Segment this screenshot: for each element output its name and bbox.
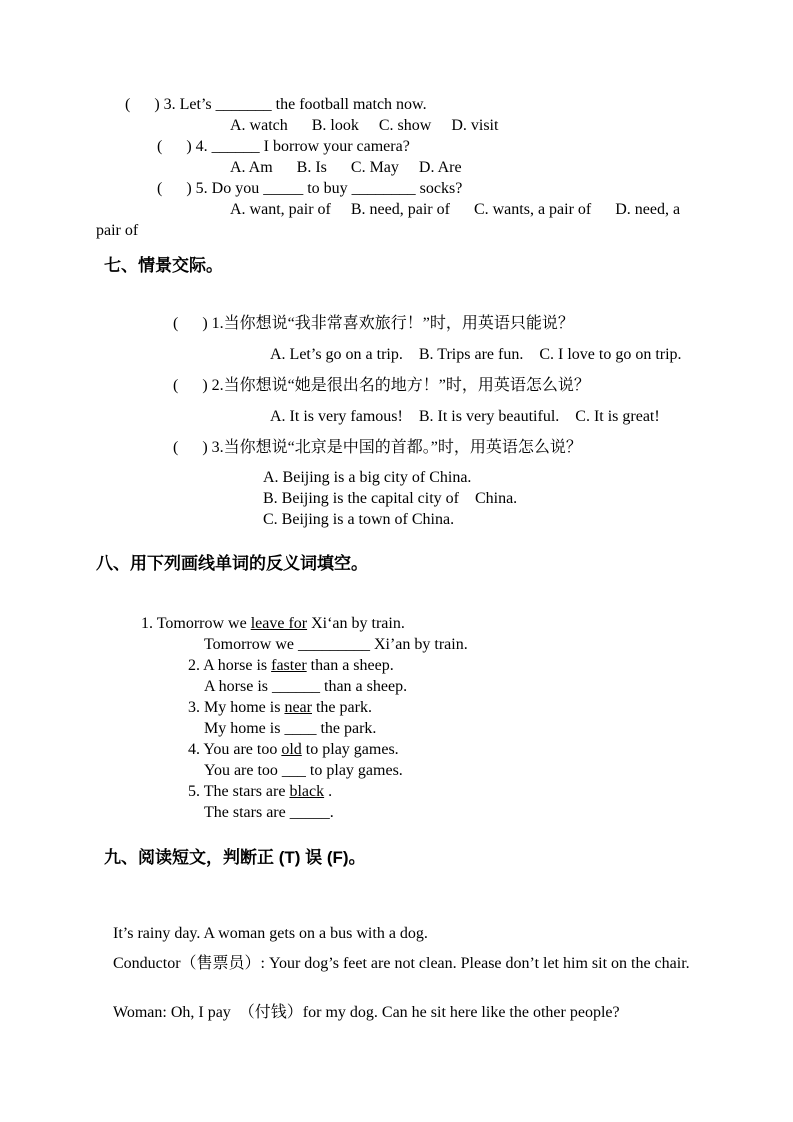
s8-item-1-answer-line: Tomorrow we _________ Xi’an by train. (204, 636, 468, 653)
s7-question-2-options: A. It is very famous! B. It is very beautiful. C. It is great! (270, 408, 660, 425)
mc-question-5-options-overflow: pair of (96, 222, 139, 239)
s8-item-4-answer-line: You are too ___ to play games. (204, 762, 403, 779)
s9-passage-line-2: Conductor（售票员）: Your dog’s feet are not clean. Please don’t let him sit on the chair. (113, 955, 690, 972)
mc-question-4-stem: ( ) 4. ______ I borrow your camera? (157, 138, 410, 155)
text-segment: . (324, 783, 333, 800)
text-segment: 2. A horse is (188, 657, 272, 674)
mc-question-3-stem: ( ) 3. Let’s _______ the football match now. (125, 96, 427, 113)
s8-item-5-sentence (188, 781, 793, 802)
s7-question-3-stem: ( ) 3.当你想说“北京是中国的首都。”时，用英语怎么说？ (173, 439, 582, 456)
s8-item-3-sentence (188, 697, 793, 718)
underlined-word: faster (271, 657, 307, 674)
s7-question-3-option-c: C. Beijing is a town of China. (263, 511, 455, 528)
mc-question-5-options: A. want, pair of B. need, pair of C. wants, a pair of D. need, a (230, 201, 681, 218)
section-9-heading: 九、阅读短文，判断正 (T) 误 (F)。 (104, 848, 366, 867)
s7-question-3-option-a: A. Beijing is a big city of China. (263, 469, 472, 486)
text-segment: 3. My home is (188, 699, 285, 716)
text-segment: 5. The stars are (188, 783, 290, 800)
s8-item-1-sentence (141, 613, 793, 634)
section-7-heading: 七、情景交际。 (104, 256, 223, 275)
s7-question-2-stem: ( ) 2.当你想说“她是很出名的地方！”时，用英语怎么说？ (173, 377, 590, 394)
underlined-word: near (284, 699, 312, 716)
text-segment: 1. Tomorrow we (141, 615, 251, 632)
text-segment: than a sheep. (306, 657, 394, 674)
text-segment: the park. (311, 699, 372, 716)
s8-item-3-answer-line: My home is ____ the park. (204, 720, 377, 737)
s7-question-1-options: A. Let’s go on a trip. B. Trips are fun. C. I love to go on trip. (270, 346, 682, 363)
text-segment: to play games. (301, 741, 399, 758)
underlined-word: black (289, 783, 325, 800)
section-8-heading: 八、用下列画线单词的反义词填空。 (96, 554, 368, 573)
mc-question-5-stem: ( ) 5. Do you _____ to buy ________ socks? (157, 180, 463, 197)
s7-question-1-stem: ( ) 1.当你想说“我非常喜欢旅行！”时，用英语只能说？ (173, 315, 574, 332)
s8-item-2-answer-line: A horse is ______ than a sheep. (204, 678, 408, 695)
text-segment: 4. You are too (188, 741, 282, 758)
s9-passage-line-1: It’s rainy day. A woman gets on a bus with a dog. (113, 925, 428, 942)
s8-item-2-sentence (188, 655, 793, 676)
s8-item-5-answer-line: The stars are _____. (204, 804, 334, 821)
s8-item-4-sentence (188, 739, 793, 760)
underlined-word: old (281, 741, 302, 758)
mc-question-4-options: A. Am B. Is C. May D. Are (230, 159, 462, 176)
s9-passage-line-3: Woman: Oh, I pay （付钱）for my dog. Can he sit here like the other people? (113, 1004, 620, 1021)
text-segment: Xi‘an by train. (307, 615, 405, 632)
mc-question-3-options: A. watch B. look C. show D. visit (230, 117, 499, 134)
underlined-word: leave for (250, 615, 308, 632)
s7-question-3-option-b: B. Beijing is the capital city of China. (263, 490, 518, 507)
